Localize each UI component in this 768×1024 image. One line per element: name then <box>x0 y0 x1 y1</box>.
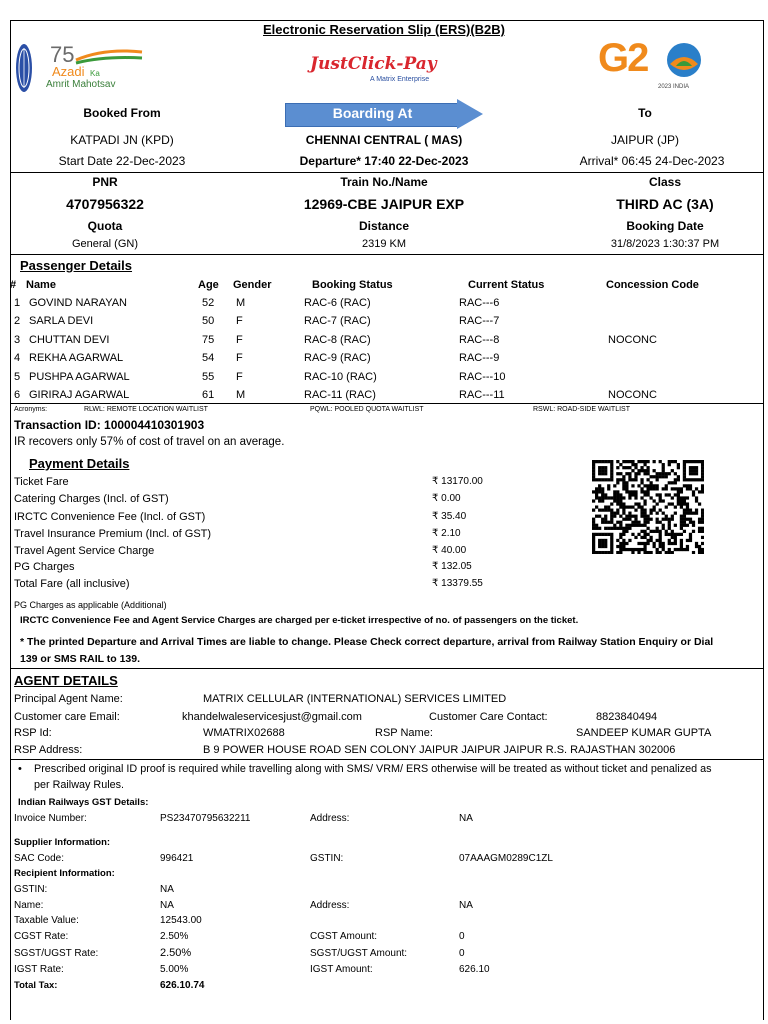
time-change-note-line1: * The printed Departure and Arrival Times are liable to change. Please Check correct departure, arrival from Railway Station Enquiry or Dial <box>20 636 714 648</box>
time-change-note-line2: 139 or SMS RAIL to 139. <box>20 653 141 665</box>
pg-charges-note: PG Charges as applicable (Additional) <box>14 600 167 610</box>
cgst-rate-label: CGST Rate: <box>14 931 69 942</box>
customer-care-email-label: Customer care Email: <box>14 711 120 723</box>
sgst-amount-label: SGST/UGST Amount: <box>310 948 408 959</box>
pnr-value: 4707956322 <box>66 196 144 212</box>
recipient-address-value: NA <box>459 900 473 911</box>
acronym-pqwl: PQWL: POOLED QUOTA WAITLIST <box>310 406 424 413</box>
distance-value: 2319 KM <box>361 238 407 250</box>
boarding-at-arrow <box>285 99 485 129</box>
supplier-gstin-value: 07AAAGM0289C1ZL <box>459 853 553 864</box>
col-header-index: # <box>10 279 17 291</box>
cgst-rate-value: 2.50% <box>160 931 189 942</box>
recipient-name-value: NA <box>160 900 174 911</box>
divider-payment <box>10 668 763 669</box>
document-title: Electronic Reservation Slip (ERS)(B2B) <box>263 22 505 37</box>
igst-rate-value: 5.00% <box>160 964 189 975</box>
invoice-label: Invoice Number: <box>14 813 87 824</box>
g20-logo: G2 2023 INDIA <box>598 38 710 96</box>
quota-label: Quota <box>87 219 123 233</box>
from-station: KATPADI JN (KPD) <box>70 133 174 147</box>
justclick-pay-logo: JustClick‑Pay A Matrix Enterprise <box>310 54 437 83</box>
divider-journey <box>10 172 763 173</box>
gst-title: Indian Railways GST Details: <box>18 797 149 808</box>
rsp-name-value: SANDEEP KUMAR GUPTA <box>576 727 712 739</box>
cost-recovery-note: IR recovers only 57% of cost of travel on an average. <box>14 436 285 448</box>
rsp-address-label: RSP Address: <box>14 744 83 756</box>
rsp-id-value: WMATRIX02688 <box>203 727 285 739</box>
id-proof-notice-line2: per Railway Rules. <box>34 779 125 791</box>
recipient-gstin-value: NA <box>160 884 174 895</box>
distance-label: Distance <box>358 219 410 233</box>
customer-care-contact-label: Customer Care Contact: <box>429 711 548 723</box>
supplier-address-label: Address: <box>310 813 350 824</box>
recipient-gstin-label: GSTIN: <box>14 884 48 895</box>
boarding-station: CHENNAI CENTRAL ( MAS) <box>305 133 463 147</box>
acronyms-label: Acronyms: <box>14 406 48 413</box>
emblem-logo <box>14 42 34 94</box>
class-value: THIRD AC (3A) <box>616 196 714 212</box>
rsp-address-value: B 9 POWER HOUSE ROAD SEN COLONY JAIPUR JAIPUR JAIPUR R.S. RAJASTHAN 302006 <box>203 744 676 756</box>
sgst-amount-value: 0 <box>459 948 465 959</box>
recipient-info-title: Recipient Information: <box>14 868 115 879</box>
principal-agent-value: MATRIX CELLULAR (INTERNATIONAL) SERVICES LIMITED <box>203 693 507 705</box>
cgst-amount-value: 0 <box>459 931 465 942</box>
divider-passengers <box>10 403 763 404</box>
transaction-id: Transaction ID: 100004410301903 <box>14 418 205 432</box>
cgst-amount-label: CGST Amount: <box>310 931 378 942</box>
sac-code-label: SAC Code: <box>14 853 65 864</box>
igst-amount-value: 626.10 <box>459 964 490 975</box>
col-header-concession: Concession Code <box>606 279 699 291</box>
invoice-value: PS23470795632211 <box>160 813 251 824</box>
taxable-value: 12543.00 <box>160 915 202 926</box>
id-proof-notice-line1: Prescribed original ID proof is required while travelling along with SMS/ VRM/ ERS otherwise will be treated as without ticket and penalized as <box>34 763 712 775</box>
supplier-gstin-label: GSTIN: <box>310 853 344 864</box>
booking-date-label: Booking Date <box>626 219 704 233</box>
col-header-booking-status: Booking Status <box>312 279 393 291</box>
rsp-id-label: RSP Id: <box>14 727 52 739</box>
to-label: To <box>638 106 652 120</box>
recipient-name-label: Name: <box>14 900 44 911</box>
customer-care-email-value: khandelwaleservicesjust@gmail.com <box>182 711 362 723</box>
arrival-time: Arrival* 06:45 24-Dec-2023 <box>579 154 725 168</box>
col-header-name: Name <box>26 279 56 291</box>
igst-amount-label: IGST Amount: <box>310 964 373 975</box>
pnr-label: PNR <box>92 175 118 189</box>
sgst-rate-value: 2.50% <box>160 947 192 959</box>
top-border <box>10 20 763 21</box>
divider-agent <box>10 759 763 760</box>
quota-value: General (GN) <box>71 238 139 250</box>
customer-care-contact-value: 8823840494 <box>596 711 658 723</box>
sgst-rate-label: SGST/UGST Rate: <box>14 948 99 959</box>
convenience-fee-note: IRCTC Convenience Fee and Agent Service Charges are charged per e-ticket irrespective of no. of passengers on the ticket. <box>20 615 579 626</box>
igst-rate-label: IGST Rate: <box>14 964 64 975</box>
payment-details-title: Payment Details <box>29 456 130 471</box>
train-label: Train No./Name <box>340 175 428 189</box>
booking-date-value: 31/8/2023 1:30:37 PM <box>610 238 720 250</box>
agent-details-title: AGENT DETAILS <box>14 673 118 688</box>
supplier-info-title: Supplier Information: <box>14 837 111 848</box>
total-tax-label: Total Tax: <box>14 980 58 991</box>
taxable-value-label: Taxable Value: <box>14 915 79 926</box>
divider-booking <box>10 254 763 255</box>
principal-agent-label: Principal Agent Name: <box>14 693 123 705</box>
total-tax-value: 626.10.74 <box>160 980 205 991</box>
supplier-address-value: NA <box>459 813 473 824</box>
col-header-age: Age <box>198 279 219 291</box>
boarding-at-label: Boarding At <box>332 105 413 121</box>
recipient-address-label: Address: <box>310 900 350 911</box>
start-date: Start Date 22-Dec-2023 <box>58 154 186 168</box>
passenger-details-title: Passenger Details <box>20 258 133 273</box>
qr-code <box>592 460 704 554</box>
rsp-name-label: RSP Name: <box>375 727 433 739</box>
bullet-icon: • <box>18 763 22 775</box>
col-header-current-status: Current Status <box>468 279 545 291</box>
acronym-rswl: RSWL: ROAD-SIDE WAITLIST <box>533 406 630 413</box>
booked-from-label: Booked From <box>83 106 161 120</box>
col-header-gender: Gender <box>233 279 272 291</box>
sac-code-value: 996421 <box>160 853 194 864</box>
train-value: 12969-CBE JAIPUR EXP <box>303 196 465 212</box>
departure-time: Departure* 17:40 22-Dec-2023 <box>299 154 469 168</box>
class-label: Class <box>648 175 682 189</box>
acronym-rlwl: RLWL: REMOTE LOCATION WAITLIST <box>84 406 208 413</box>
azadi-ka-amrit-mahotsav-logo: 75 Azadi Ka Amrit Mahotsav <box>44 42 144 94</box>
to-station: JAIPUR (JP) <box>610 133 679 147</box>
